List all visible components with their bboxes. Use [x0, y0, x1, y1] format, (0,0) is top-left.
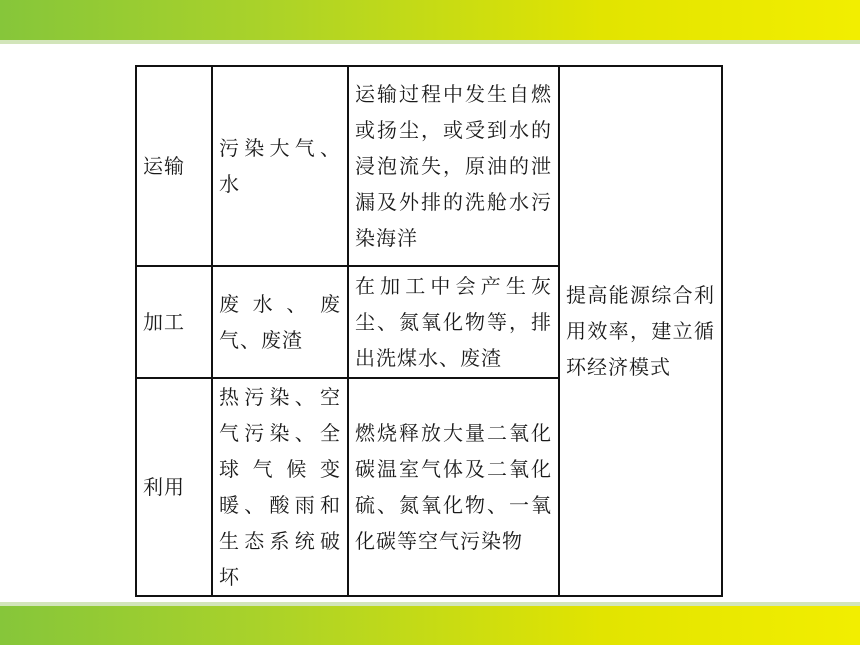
detail-cell: 在加工中会产生灰尘、氮氧化物等，排出洗煤水、废渣	[348, 266, 559, 378]
measure-cell: 提高能源综合利用效率，建立循环经济模式	[559, 66, 722, 596]
header-band	[0, 0, 860, 40]
impact-cell: 热污染、空气污染、全球气候变暖、酸雨和生态系统破坏	[212, 378, 348, 596]
pollution-table	[135, 65, 723, 597]
stage-cell: 利用	[136, 378, 212, 596]
header-divider	[0, 40, 860, 44]
detail-cell: 燃烧释放大量二氧化碳温室气体及二氧化硫、氮氧化物、一氧化碳等空气污染物	[348, 378, 559, 596]
impact-cell: 废水、废气、废渣	[212, 266, 348, 378]
footer-band	[0, 606, 860, 645]
stage-cell: 加工	[136, 266, 212, 378]
table-row	[136, 66, 722, 266]
stage-cell: 运输	[136, 66, 212, 266]
detail-cell: 运输过程中发生自燃或扬尘，或受到水的浸泡流失，原油的泄漏及外排的洗舱水污染海洋	[348, 66, 559, 266]
impact-cell: 污染大气、水	[212, 66, 348, 266]
